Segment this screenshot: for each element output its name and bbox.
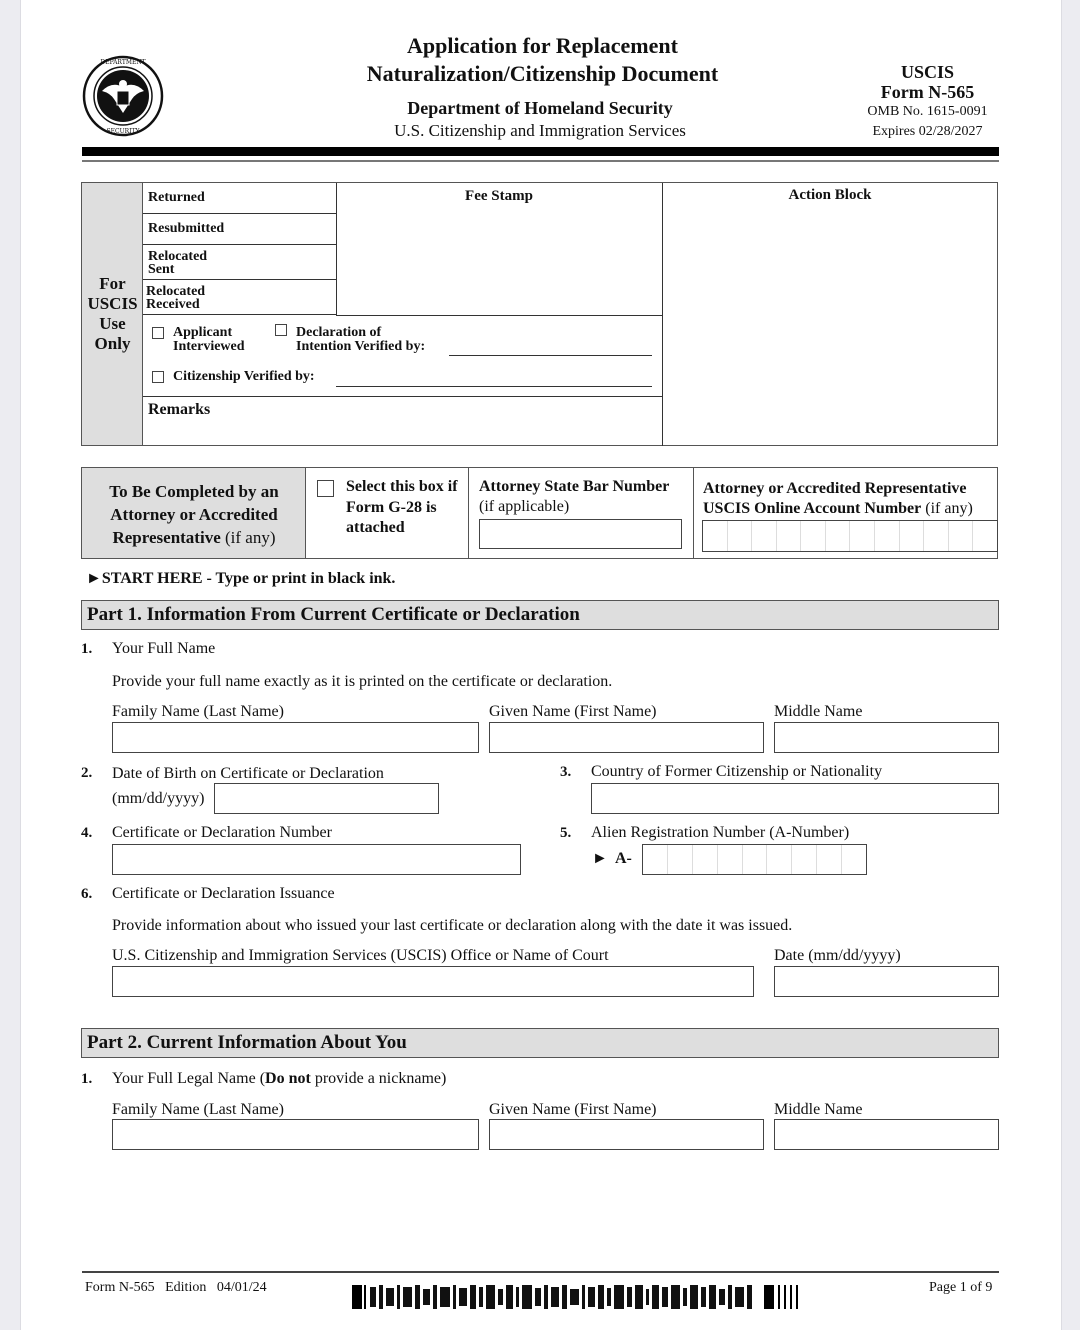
form-id-block xyxy=(840,62,1015,142)
label-part: Your Full Legal Name ( xyxy=(112,1070,266,1087)
uscis-use-label xyxy=(82,274,143,354)
label-line: Intention Verified by: xyxy=(296,339,426,354)
side-label-line: USCIS xyxy=(87,294,138,313)
q4-label: Certificate or Declaration Number xyxy=(112,824,332,841)
cell-label: Received xyxy=(146,297,200,312)
p2-middle-name-input[interactable] xyxy=(774,1119,999,1150)
g28-attached-checkbox[interactable] xyxy=(317,480,334,497)
label-line: Form G-28 is xyxy=(346,498,437,516)
label-line: Interviewed xyxy=(173,339,245,354)
applicant-interviewed-label xyxy=(173,326,245,354)
date-of-birth-input[interactable] xyxy=(214,783,439,814)
cell-relocated-received xyxy=(143,280,336,315)
q6-number: 6. xyxy=(81,886,93,902)
p2-given-name-input[interactable] xyxy=(489,1119,764,1150)
divider xyxy=(468,468,469,558)
country-of-citizenship-input[interactable] xyxy=(591,783,999,814)
side-label-line: Use xyxy=(99,314,126,333)
declaration-verified-label xyxy=(296,326,425,354)
declaration-verified-by-line[interactable] xyxy=(449,354,652,356)
p1-middle-name-input[interactable] xyxy=(774,722,999,753)
cell-label: Relocated xyxy=(146,284,206,299)
label-line: Attorney or Accredited Representative xyxy=(703,480,967,497)
cell-returned xyxy=(143,183,336,214)
p2-q1-label xyxy=(112,1070,446,1088)
q6-label: Certificate or Declaration Issuance xyxy=(112,885,335,902)
divider xyxy=(662,183,663,446)
q4-number: 4. xyxy=(81,825,93,841)
expiration-date: Expires 02/28/2027 xyxy=(872,124,983,139)
p2-middle-name-label: Middle Name xyxy=(774,1101,863,1118)
label-line: To Be Completed by an xyxy=(109,482,279,501)
side-label-line: Only xyxy=(94,334,131,353)
certificate-number-input[interactable] xyxy=(112,844,521,875)
label-normal: (if any) xyxy=(220,528,276,547)
label-normal: (if applicable) xyxy=(479,498,570,515)
attorney-section-label xyxy=(82,480,306,549)
omb-number: OMB No. 1615-0091 xyxy=(867,104,988,119)
a-number-prefix: ► A- xyxy=(592,850,632,867)
divider xyxy=(143,396,662,397)
cell-label: Relocated xyxy=(148,249,208,264)
dhs-seal-icon xyxy=(82,55,164,137)
label-bold: USCIS Online Account Number xyxy=(703,500,922,517)
q3-label: Country of Former Citizenship or Nationality xyxy=(591,763,883,780)
start-here-instruction: ►START HERE - Type or print in black ink. xyxy=(86,570,396,587)
citizenship-verified-by-line[interactable] xyxy=(336,385,652,387)
p2-given-name-label: Given Name (First Name) xyxy=(489,1101,657,1118)
pdf417-barcode-icon xyxy=(352,1285,800,1309)
form-number: Form N-565 xyxy=(880,82,975,102)
cell-label: Returned xyxy=(148,190,205,205)
p2-q1-number: 1. xyxy=(81,1071,93,1087)
a-number-input[interactable] xyxy=(642,844,867,875)
q5-number: 5. xyxy=(560,825,572,841)
label-bold: Do not xyxy=(265,1070,311,1087)
segmented-digits xyxy=(703,521,997,551)
fee-stamp-label: Fee Stamp xyxy=(465,188,533,204)
label-normal: (if any) xyxy=(921,500,973,517)
middle-name-label: Middle Name xyxy=(774,703,863,720)
form-title-line2: Naturalization/Citizenship Document xyxy=(366,61,719,86)
declaration-verified-checkbox[interactable] xyxy=(275,324,287,336)
action-block-label: Action Block xyxy=(788,187,872,203)
department-name: Department of Homeland Security xyxy=(407,98,673,118)
q5-label: Alien Registration Number (A-Number) xyxy=(591,824,850,841)
label-line: Declaration of xyxy=(296,325,382,340)
footer-rule xyxy=(82,1271,999,1273)
q2-label: Date of Birth on Certificate or Declaration xyxy=(112,765,384,782)
header-rule-thin xyxy=(82,160,999,162)
issuance-date-label: Date (mm/dd/yyyy) xyxy=(774,947,901,964)
g28-label xyxy=(346,477,458,539)
divider xyxy=(336,315,662,316)
viewer-right-margin xyxy=(1061,0,1080,1330)
family-name-label: Family Name (Last Name) xyxy=(112,703,284,720)
remarks-label: Remarks xyxy=(148,401,211,418)
p2-family-name-input[interactable] xyxy=(112,1119,479,1150)
bar-number-input[interactable] xyxy=(479,519,682,549)
q2-date-format: (mm/dd/yyyy) xyxy=(112,790,205,807)
p1-given-name-input[interactable] xyxy=(489,722,764,753)
side-label-line: For xyxy=(99,274,126,293)
form-title-line1: Application for Replacement xyxy=(407,33,678,58)
bar-number-label xyxy=(479,477,669,517)
citizenship-verified-checkbox[interactable] xyxy=(152,371,164,383)
label-bold: Attorney State Bar Number xyxy=(479,478,670,495)
q6-instruction: Provide information about who issued your last certificate or declaration along with the date it was issued. xyxy=(112,917,793,934)
label-line: Applicant xyxy=(173,325,233,340)
label-bold: Representative xyxy=(112,528,221,547)
header-rule-thick xyxy=(82,147,999,156)
issuing-office-input[interactable] xyxy=(112,966,754,997)
form-title xyxy=(300,32,785,88)
q2-number: 2. xyxy=(81,765,93,781)
label-line: Attorney or Accredited xyxy=(110,505,278,524)
online-account-label xyxy=(703,479,973,519)
label-line: attached xyxy=(346,519,405,536)
form-edition: Form N-565 Edition 04/01/24 xyxy=(85,1280,267,1295)
online-account-number-input[interactable] xyxy=(702,520,998,552)
page-number: Page 1 of 9 xyxy=(929,1280,993,1295)
q1-label: Your Full Name xyxy=(112,640,216,657)
cell-label: Resubmitted xyxy=(148,221,225,236)
q1-number: 1. xyxy=(81,641,93,657)
citizenship-verified-label: Citizenship Verified by: xyxy=(173,369,315,384)
segmented-digits xyxy=(643,845,866,874)
given-name-label: Given Name (First Name) xyxy=(489,703,657,720)
p1-family-name-input[interactable] xyxy=(112,722,479,753)
q3-number: 3. xyxy=(560,764,572,780)
applicant-interviewed-checkbox[interactable] xyxy=(152,327,164,339)
divider xyxy=(693,468,694,558)
svg-text:SECURITY: SECURITY xyxy=(106,128,140,135)
viewer-left-margin xyxy=(0,0,21,1330)
part2-header: Part 2. Current Information About You xyxy=(81,1028,999,1058)
cell-label: Sent xyxy=(148,262,175,277)
issuance-date-input[interactable] xyxy=(774,966,999,997)
part1-header: Part 1. Information From Current Certificate or Declaration xyxy=(81,600,999,630)
q1-instruction: Provide your full name exactly as it is printed on the certificate or declaration. xyxy=(112,673,613,690)
issuing-office-label: U.S. Citizenship and Immigration Services (USCIS) Office or Name of Court xyxy=(112,947,609,964)
agency-name: U.S. Citizenship and Immigration Services xyxy=(394,121,686,140)
p2-family-name-label: Family Name (Last Name) xyxy=(112,1101,284,1118)
label-line: Select this box if xyxy=(346,478,458,495)
svg-text:DEPARTMENT: DEPARTMENT xyxy=(100,59,146,66)
label-part: provide a nickname) xyxy=(310,1070,447,1087)
cell-resubmitted xyxy=(143,214,336,245)
agency-short: USCIS xyxy=(900,62,955,82)
cell-relocated-sent xyxy=(143,245,336,280)
